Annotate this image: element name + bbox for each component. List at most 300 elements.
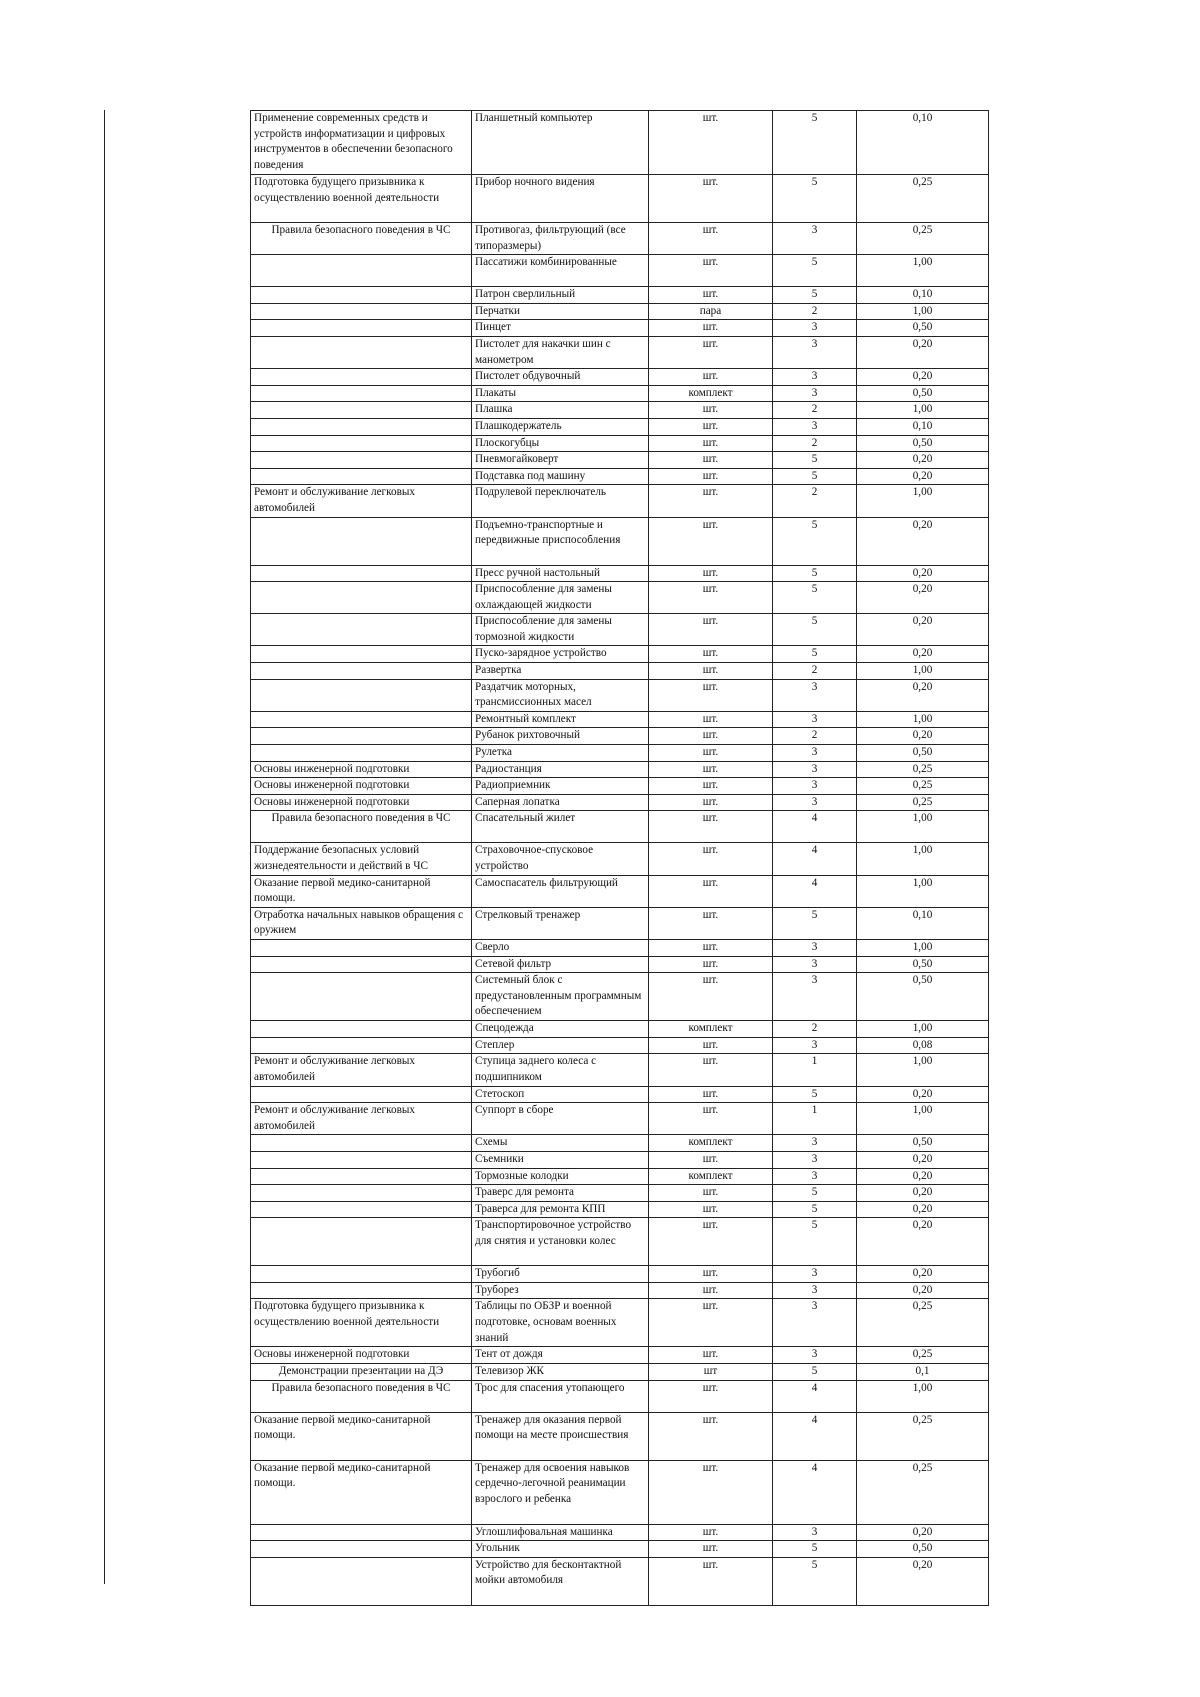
equipment-cell: Системный блок с предустановленным программным обеспечением — [472, 973, 649, 1021]
unit-cell: шт. — [649, 761, 773, 778]
unit-cell: шт. — [649, 711, 773, 728]
table-row — [251, 565, 989, 582]
coefficient-cell: 0,50 — [857, 745, 989, 762]
discipline-cell: Основы инженерной подготовки — [251, 778, 472, 795]
coefficient-cell: 0,20 — [857, 565, 989, 582]
table-row — [251, 939, 989, 956]
coefficient-cell: 0,20 — [857, 646, 989, 663]
equipment-cell: Пассатижи комбинированные — [472, 255, 649, 287]
unit-cell: шт. — [649, 565, 773, 582]
coefficient-cell: 0,25 — [857, 223, 989, 255]
coefficient-cell: 0,20 — [857, 582, 989, 614]
discipline-cell — [251, 1282, 472, 1299]
equipment-cell: Траверс для ремонта — [472, 1185, 649, 1202]
quantity-cell: 3 — [773, 745, 857, 762]
equipment-cell: Развертка — [472, 663, 649, 680]
table-row — [251, 517, 989, 565]
coefficient-cell: 0,25 — [857, 778, 989, 795]
equipment-cell: Сетевой фильтр — [472, 956, 649, 973]
discipline-cell: Применение современных средств и устройств информатизации и цифровых инструментов в обеспечении безопасного поведения — [251, 111, 472, 175]
discipline-cell — [251, 565, 472, 582]
discipline-cell — [251, 517, 472, 565]
table-row — [251, 663, 989, 680]
equipment-cell: Таблицы по ОБЗР и военной подготовке, основам военных знаний — [472, 1299, 649, 1347]
equipment-cell: Раздатчик моторных, трансмиссионных масел — [472, 679, 649, 711]
discipline-cell — [251, 1021, 472, 1038]
coefficient-cell: 0,10 — [857, 418, 989, 435]
discipline-cell: Основы инженерной подготовки — [251, 761, 472, 778]
quantity-cell: 3 — [773, 1524, 857, 1541]
table-row — [251, 468, 989, 485]
unit-cell: шт. — [649, 223, 773, 255]
discipline-cell — [251, 1557, 472, 1605]
coefficient-cell: 0,25 — [857, 761, 989, 778]
table-row — [251, 711, 989, 728]
discipline-cell — [251, 956, 472, 973]
equipment-cell: Трос для спасения утопающего — [472, 1380, 649, 1412]
equipment-cell: Противогаз, фильтрующий (все типоразмеры) — [472, 223, 649, 255]
equipment-cell: Пистолет для накачки шин с манометром — [472, 336, 649, 368]
table-row — [251, 175, 989, 223]
coefficient-cell: 1,00 — [857, 485, 989, 517]
equipment-cell: Съемники — [472, 1151, 649, 1168]
coefficient-cell: 0,10 — [857, 907, 989, 939]
quantity-cell: 5 — [773, 255, 857, 287]
table-row — [251, 1037, 989, 1054]
coefficient-cell: 0,25 — [857, 1460, 989, 1524]
table-row — [251, 111, 989, 175]
discipline-cell — [251, 1168, 472, 1185]
unit-cell: шт. — [649, 794, 773, 811]
equipment-table — [250, 110, 989, 1606]
coefficient-cell: 1,00 — [857, 1021, 989, 1038]
coefficient-cell: 0,20 — [857, 614, 989, 646]
unit-cell: шт. — [649, 582, 773, 614]
unit-cell: шт. — [649, 1412, 773, 1460]
quantity-cell: 3 — [773, 320, 857, 337]
table-row — [251, 1299, 989, 1347]
unit-cell: шт. — [649, 939, 773, 956]
table-row — [251, 1541, 989, 1558]
table-row — [251, 1557, 989, 1605]
discipline-cell — [251, 320, 472, 337]
coefficient-cell: 0,20 — [857, 1168, 989, 1185]
table-row — [251, 303, 989, 320]
quantity-cell: 5 — [773, 468, 857, 485]
coefficient-cell: 0,25 — [857, 1412, 989, 1460]
unit-cell: шт. — [649, 646, 773, 663]
unit-cell: шт. — [649, 369, 773, 386]
coefficient-cell: 0,50 — [857, 385, 989, 402]
table-row — [251, 582, 989, 614]
table-row — [251, 973, 989, 1021]
equipment-cell: Траверса для ремонта КПП — [472, 1201, 649, 1218]
table-row — [251, 1151, 989, 1168]
table-row — [251, 1460, 989, 1524]
coefficient-cell: 0,20 — [857, 1557, 989, 1605]
quantity-cell: 5 — [773, 452, 857, 469]
coefficient-cell: 0,50 — [857, 435, 989, 452]
table-row — [251, 646, 989, 663]
unit-cell: шт. — [649, 452, 773, 469]
coefficient-cell: 0,50 — [857, 956, 989, 973]
coefficient-cell: 1,00 — [857, 1103, 989, 1135]
discipline-cell — [251, 1185, 472, 1202]
equipment-cell: Стетоскоп — [472, 1086, 649, 1103]
quantity-cell: 5 — [773, 907, 857, 939]
equipment-cell: Перчатки — [472, 303, 649, 320]
equipment-cell: Приспособление для замены тормозной жидкости — [472, 614, 649, 646]
table-row — [251, 1412, 989, 1460]
quantity-cell: 3 — [773, 973, 857, 1021]
table-row — [251, 614, 989, 646]
quantity-cell: 3 — [773, 1299, 857, 1347]
coefficient-cell: 0,25 — [857, 175, 989, 223]
quantity-cell: 3 — [773, 778, 857, 795]
table-row — [251, 761, 989, 778]
table-row — [251, 369, 989, 386]
table-row — [251, 1364, 989, 1381]
coefficient-cell: 0,50 — [857, 1135, 989, 1152]
discipline-cell: Поддержание безопасных условий жизнедеятельности и действий в ЧС — [251, 843, 472, 875]
coefficient-cell: 0,20 — [857, 517, 989, 565]
unit-cell: шт. — [649, 1037, 773, 1054]
equipment-cell: Стрелковый тренажер — [472, 907, 649, 939]
unit-cell: шт. — [649, 517, 773, 565]
equipment-cell: Подрулевой переключатель — [472, 485, 649, 517]
quantity-cell: 4 — [773, 1380, 857, 1412]
quantity-cell: 1 — [773, 1054, 857, 1086]
quantity-cell: 2 — [773, 728, 857, 745]
equipment-cell: Плашка — [472, 402, 649, 419]
coefficient-cell: 0,20 — [857, 468, 989, 485]
unit-cell: шт. — [649, 435, 773, 452]
discipline-cell — [251, 679, 472, 711]
discipline-cell — [251, 452, 472, 469]
unit-cell: шт. — [649, 1103, 773, 1135]
quantity-cell: 3 — [773, 336, 857, 368]
equipment-cell: Плоскогубцы — [472, 435, 649, 452]
equipment-cell: Рулетка — [472, 745, 649, 762]
quantity-cell: 5 — [773, 1086, 857, 1103]
unit-cell: шт. — [649, 1460, 773, 1524]
coefficient-cell: 0,50 — [857, 1541, 989, 1558]
discipline-cell — [251, 1524, 472, 1541]
discipline-cell — [251, 1266, 472, 1283]
table-row — [251, 1282, 989, 1299]
coefficient-cell: 0,25 — [857, 794, 989, 811]
quantity-cell: 4 — [773, 811, 857, 843]
quantity-cell: 2 — [773, 402, 857, 419]
coefficient-cell: 0,20 — [857, 1218, 989, 1266]
coefficient-cell: 0,20 — [857, 1201, 989, 1218]
coefficient-cell: 0,08 — [857, 1037, 989, 1054]
discipline-cell: Оказание первой медико-санитарной помощи. — [251, 1412, 472, 1460]
unit-cell: шт. — [649, 663, 773, 680]
discipline-cell — [251, 973, 472, 1021]
unit-cell: шт. — [649, 1151, 773, 1168]
discipline-cell — [251, 402, 472, 419]
equipment-cell: Тренажер для освоения навыков сердечно-легочной реанимации взрослого и ребенка — [472, 1460, 649, 1524]
equipment-cell: Суппорт в сборе — [472, 1103, 649, 1135]
unit-cell: шт. — [649, 1086, 773, 1103]
quantity-cell: 5 — [773, 646, 857, 663]
quantity-cell: 3 — [773, 369, 857, 386]
discipline-cell — [251, 614, 472, 646]
discipline-cell — [251, 1135, 472, 1152]
discipline-cell: Демонстрации презентации на ДЭ — [251, 1364, 472, 1381]
equipment-cell: Сверло — [472, 939, 649, 956]
unit-cell: комплект — [649, 385, 773, 402]
equipment-cell: Транспортировочное устройство для снятия и установки колес — [472, 1218, 649, 1266]
discipline-cell — [251, 1541, 472, 1558]
quantity-cell: 2 — [773, 485, 857, 517]
equipment-cell: Плашкодержатель — [472, 418, 649, 435]
table-row — [251, 1201, 989, 1218]
table-row — [251, 778, 989, 795]
unit-cell: шт. — [649, 1299, 773, 1347]
table-row — [251, 385, 989, 402]
coefficient-cell: 0,25 — [857, 1347, 989, 1364]
table-row — [251, 1524, 989, 1541]
quantity-cell: 5 — [773, 1557, 857, 1605]
quantity-cell: 1 — [773, 1103, 857, 1135]
quantity-cell: 3 — [773, 761, 857, 778]
discipline-cell — [251, 418, 472, 435]
coefficient-cell: 0,20 — [857, 336, 989, 368]
equipment-cell: Степлер — [472, 1037, 649, 1054]
unit-cell: шт. — [649, 745, 773, 762]
discipline-cell — [251, 582, 472, 614]
discipline-cell: Основы инженерной подготовки — [251, 794, 472, 811]
unit-cell: шт. — [649, 1347, 773, 1364]
coefficient-cell: 0,20 — [857, 1282, 989, 1299]
unit-cell: шт. — [649, 1524, 773, 1541]
coefficient-cell: 0,20 — [857, 369, 989, 386]
equipment-cell: Тормозные колодки — [472, 1168, 649, 1185]
table-row — [251, 1021, 989, 1038]
table-row — [251, 1168, 989, 1185]
discipline-cell — [251, 1151, 472, 1168]
coefficient-cell: 1,00 — [857, 402, 989, 419]
unit-cell: шт. — [649, 485, 773, 517]
coefficient-cell: 0,20 — [857, 1086, 989, 1103]
equipment-cell: Пуско-зарядное устройство — [472, 646, 649, 663]
equipment-cell: Тренажер для оказания первой помощи на месте происшествия — [472, 1412, 649, 1460]
quantity-cell: 3 — [773, 711, 857, 728]
coefficient-cell: 1,00 — [857, 1054, 989, 1086]
table-row — [251, 679, 989, 711]
table-row — [251, 402, 989, 419]
table-row — [251, 1135, 989, 1152]
table-row — [251, 1054, 989, 1086]
quantity-cell: 5 — [773, 565, 857, 582]
quantity-cell: 5 — [773, 1541, 857, 1558]
equipment-cell: Радиостанция — [472, 761, 649, 778]
unit-cell: шт. — [649, 907, 773, 939]
quantity-cell: 3 — [773, 1266, 857, 1283]
equipment-cell: Планшетный компьютер — [472, 111, 649, 175]
coefficient-cell: 0,20 — [857, 679, 989, 711]
unit-cell: шт. — [649, 1557, 773, 1605]
discipline-cell: Правила безопасного поведения в ЧС — [251, 811, 472, 843]
table-row — [251, 907, 989, 939]
quantity-cell: 5 — [773, 1364, 857, 1381]
equipment-cell: Самоспасатель фильтрующий — [472, 875, 649, 907]
discipline-cell — [251, 1218, 472, 1266]
quantity-cell: 5 — [773, 517, 857, 565]
table-row — [251, 320, 989, 337]
equipment-cell: Патрон сверлильный — [472, 287, 649, 304]
coefficient-cell: 0,20 — [857, 1151, 989, 1168]
equipment-cell: Ступица заднего колеса с подшипником — [472, 1054, 649, 1086]
quantity-cell: 2 — [773, 303, 857, 320]
quantity-cell: 4 — [773, 843, 857, 875]
table-row — [251, 1218, 989, 1266]
discipline-cell — [251, 646, 472, 663]
unit-cell: шт. — [649, 320, 773, 337]
quantity-cell: 3 — [773, 1347, 857, 1364]
quantity-cell: 2 — [773, 435, 857, 452]
table-row — [251, 1347, 989, 1364]
quantity-cell: 3 — [773, 1135, 857, 1152]
discipline-cell — [251, 745, 472, 762]
equipment-cell: Приспособление для замены охлаждающей жидкости — [472, 582, 649, 614]
unit-cell: шт. — [649, 336, 773, 368]
equipment-cell: Прибор ночного видения — [472, 175, 649, 223]
quantity-cell: 4 — [773, 1412, 857, 1460]
table-row — [251, 336, 989, 368]
coefficient-cell: 1,00 — [857, 711, 989, 728]
equipment-cell: Саперная лопатка — [472, 794, 649, 811]
discipline-cell — [251, 303, 472, 320]
discipline-cell: Отработка начальных навыков обращения с оружием — [251, 907, 472, 939]
discipline-cell — [251, 1037, 472, 1054]
unit-cell: шт. — [649, 778, 773, 795]
discipline-cell — [251, 435, 472, 452]
unit-cell: шт. — [649, 811, 773, 843]
unit-cell: шт. — [649, 1201, 773, 1218]
quantity-cell: 5 — [773, 111, 857, 175]
discipline-cell — [251, 385, 472, 402]
equipment-cell: Труборез — [472, 1282, 649, 1299]
coefficient-cell: 1,00 — [857, 255, 989, 287]
quantity-cell: 3 — [773, 418, 857, 435]
table-row — [251, 287, 989, 304]
coefficient-cell: 1,00 — [857, 939, 989, 956]
unit-cell: шт. — [649, 255, 773, 287]
coefficient-cell: 0,20 — [857, 452, 989, 469]
quantity-cell: 5 — [773, 614, 857, 646]
coefficient-cell: 1,00 — [857, 663, 989, 680]
equipment-cell: Ремонтный комплект — [472, 711, 649, 728]
quantity-cell: 4 — [773, 875, 857, 907]
unit-cell: комплект — [649, 1168, 773, 1185]
unit-cell: шт. — [649, 1541, 773, 1558]
discipline-cell: Ремонт и обслуживание легковых автомобилей — [251, 485, 472, 517]
equipment-cell: Пресс ручной настольный — [472, 565, 649, 582]
equipment-cell: Пистолет обдувочный — [472, 369, 649, 386]
quantity-cell: 3 — [773, 1151, 857, 1168]
unit-cell: шт. — [649, 1266, 773, 1283]
unit-cell: шт. — [649, 875, 773, 907]
quantity-cell: 5 — [773, 1185, 857, 1202]
unit-cell: шт. — [649, 468, 773, 485]
equipment-cell: Тент от дождя — [472, 1347, 649, 1364]
unit-cell: шт. — [649, 956, 773, 973]
coefficient-cell: 0,1 — [857, 1364, 989, 1381]
table-row — [251, 1086, 989, 1103]
coefficient-cell: 0,25 — [857, 1299, 989, 1347]
equipment-cell: Плакаты — [472, 385, 649, 402]
discipline-cell: Правила безопасного поведения в ЧС — [251, 223, 472, 255]
discipline-cell — [251, 711, 472, 728]
quantity-cell: 3 — [773, 794, 857, 811]
equipment-table-body — [251, 111, 989, 1606]
quantity-cell: 2 — [773, 1021, 857, 1038]
quantity-cell: 5 — [773, 287, 857, 304]
unit-cell: шт. — [649, 111, 773, 175]
coefficient-cell: 0,10 — [857, 111, 989, 175]
discipline-cell — [251, 663, 472, 680]
discipline-cell: Основы инженерной подготовки — [251, 1347, 472, 1364]
unit-cell: шт. — [649, 1218, 773, 1266]
table-row — [251, 1380, 989, 1412]
coefficient-cell: 0,20 — [857, 728, 989, 745]
unit-cell: шт. — [649, 679, 773, 711]
unit-cell: шт. — [649, 1054, 773, 1086]
discipline-cell: Подготовка будущего призывника к осуществлению военной деятельности — [251, 175, 472, 223]
discipline-cell — [251, 287, 472, 304]
equipment-cell: Радиоприемник — [472, 778, 649, 795]
equipment-cell: Рубанок рихтовочный — [472, 728, 649, 745]
unit-cell: шт. — [649, 1282, 773, 1299]
unit-cell: шт. — [649, 175, 773, 223]
table-row — [251, 485, 989, 517]
quantity-cell: 5 — [773, 582, 857, 614]
coefficient-cell: 0,10 — [857, 287, 989, 304]
discipline-cell: Оказание первой медико-санитарной помощи. — [251, 875, 472, 907]
discipline-cell: Подготовка будущего призывника к осуществлению военной деятельности — [251, 1299, 472, 1347]
equipment-cell: Подставка под машину — [472, 468, 649, 485]
unit-cell: шт. — [649, 287, 773, 304]
table-row — [251, 794, 989, 811]
coefficient-cell: 1,00 — [857, 811, 989, 843]
unit-cell: шт — [649, 1364, 773, 1381]
equipment-cell: Телевизор ЖК — [472, 1364, 649, 1381]
quantity-cell: 3 — [773, 956, 857, 973]
table-row — [251, 843, 989, 875]
discipline-cell — [251, 369, 472, 386]
unit-cell: пара — [649, 303, 773, 320]
unit-cell: шт. — [649, 614, 773, 646]
table-row — [251, 1185, 989, 1202]
table-row — [251, 1266, 989, 1283]
unit-cell: шт. — [649, 843, 773, 875]
coefficient-cell: 1,00 — [857, 875, 989, 907]
table-row — [251, 255, 989, 287]
quantity-cell: 3 — [773, 223, 857, 255]
table-row — [251, 223, 989, 255]
table-row — [251, 875, 989, 907]
quantity-cell: 5 — [773, 175, 857, 223]
equipment-cell: Спасательный жилет — [472, 811, 649, 843]
unit-cell: шт. — [649, 1380, 773, 1412]
coefficient-cell: 0,20 — [857, 1185, 989, 1202]
coefficient-cell: 0,20 — [857, 1266, 989, 1283]
discipline-cell — [251, 1201, 472, 1218]
quantity-cell: 5 — [773, 1201, 857, 1218]
